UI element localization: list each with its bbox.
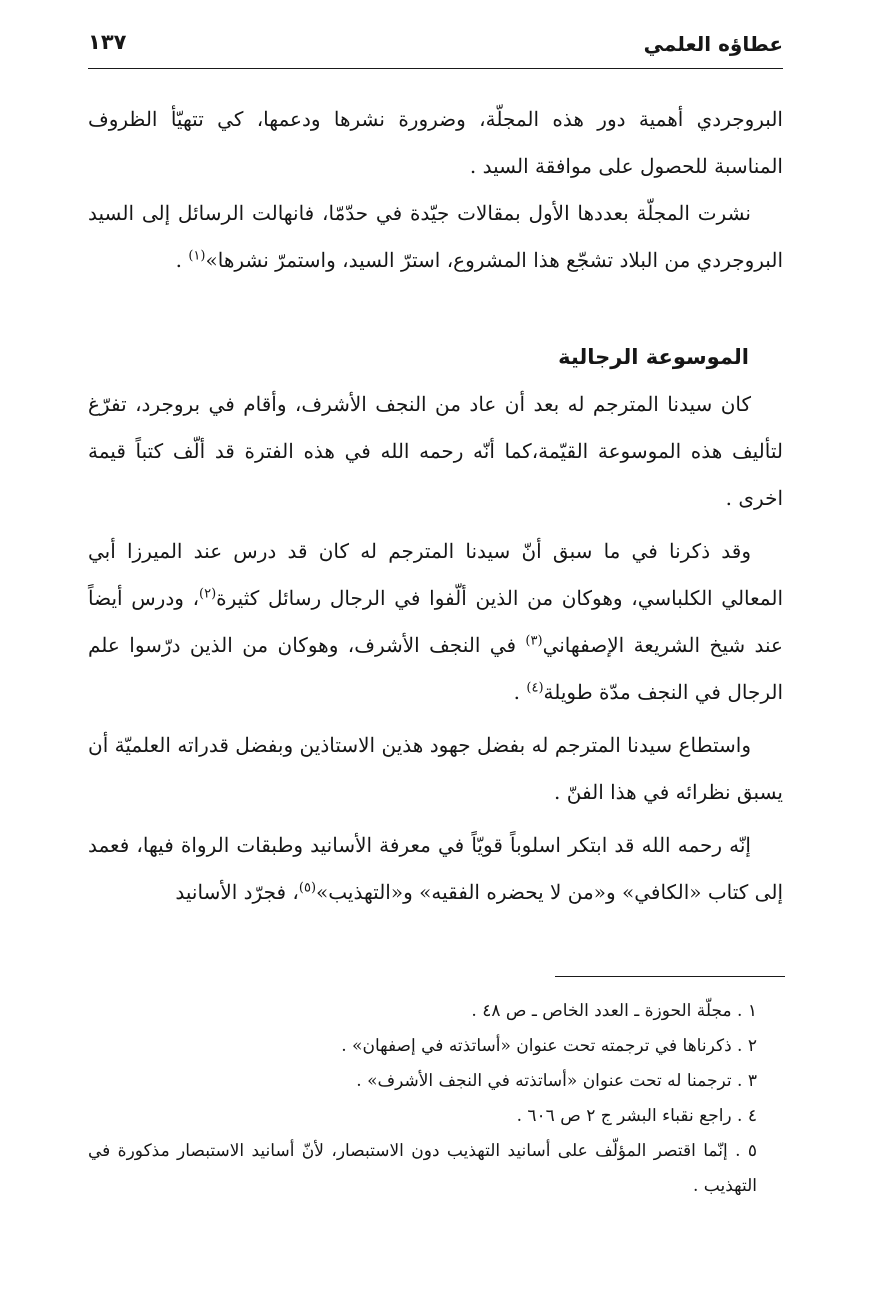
footnote-text: إنّما اقتصر المؤلّف على أسانيد التهذيب دون الاستبصار، لأنّ أسانيد الاستبصار مذكورة في التهذيب . xyxy=(88,1141,757,1196)
footnote-number: ٣ . xyxy=(737,1071,757,1091)
footnote-ref: (٣) xyxy=(525,633,543,649)
paragraph-text: كان سيدنا المترجم له بعد أن عاد من النجف الأشرف، وأقام في بروجرد، تفرّغ لتأليف هذه الموسوعة القيّمة،كما أنّه رحمه الله في هذه الفترة قد ألّف كتباً قيمة اخرى . xyxy=(88,392,783,510)
footnote-number: ١ . xyxy=(737,1001,757,1021)
footnote-number: ٢ . xyxy=(737,1036,757,1056)
paragraph xyxy=(88,190,783,284)
footnote-ref: (٤) xyxy=(526,680,544,696)
section-spacer xyxy=(88,284,783,334)
footnote-number: ٤ . xyxy=(737,1106,757,1126)
footnote-number: ٥ . xyxy=(735,1141,757,1161)
page-number: ١٣٧ xyxy=(88,30,127,54)
footnote-ref: (٥) xyxy=(298,880,317,896)
footnote-text: ذكرناها في ترجمته تحت عنوان «أساتذته في إصفهان» . xyxy=(341,1036,732,1056)
main-text xyxy=(88,96,783,916)
footnote-text: راجع نقباء البشر ج ٢ ص ٦٠٦ . xyxy=(516,1106,732,1126)
paragraph xyxy=(88,381,783,522)
paragraph xyxy=(88,722,783,816)
paragraph-text: ، فجرّد الأسانيد xyxy=(175,880,299,904)
footnote-item xyxy=(88,994,783,1029)
paragraph-text: البروجردي أهمية دور هذه المجلّة، وضرورة نشرها ودعمها، كي تتهيّأ الظروف المناسبة للحصول على موافقة السيد . xyxy=(88,107,783,178)
paragraph-text: إنّه رحمه الله قد ابتكر اسلوباً قويّاً في معرفة الأسانيد وطبقات الرواة فيها، فعمد إلى كتاب «الكافي» و«من لا يحضره الفقيه» و«التهذيب» xyxy=(88,833,783,904)
section-heading: الموسوعة الرجالية xyxy=(558,345,749,369)
paragraph xyxy=(88,528,783,716)
page-header xyxy=(88,30,783,69)
footnote-ref: (١) xyxy=(188,248,206,264)
footnote-item xyxy=(88,1064,783,1099)
paragraph xyxy=(88,822,783,916)
paragraph-text: نشرت المجلّة بعددها الأول بمقالات جيّدة في حدّمّا، فانهالت الرسائل إلى السيد البروجردي من البلاد تشجّع هذا المشروع، استرّ السيد، واستمرّ نشرها» xyxy=(88,201,783,272)
footnotes xyxy=(88,994,783,1204)
footnote-divider xyxy=(555,976,785,977)
footnote-item xyxy=(88,1099,783,1134)
paragraph-text: ، ودرس أيضاً عند شيخ الشريعة الإصفهاني xyxy=(88,586,783,657)
paragraph-text: واستطاع سيدنا المترجم له بفضل جهود هذين الاستاذين وبفضل قدراته العلميّة أن يسبق نظرائه في هذا الفنّ . xyxy=(88,733,783,804)
paragraph-end: . xyxy=(175,248,189,272)
paragraph-text: في النجف الأشرف، وهوكان من الذين درّسوا علم الرجال في النجف مدّة طويلة xyxy=(88,633,783,704)
paragraph-continued xyxy=(88,96,783,190)
footnote-item xyxy=(88,1029,783,1064)
footnote-text: ترجمنا له تحت عنوان «أساتذته في النجف الأشرف» . xyxy=(356,1071,732,1091)
footnote-text: مجلّة الحوزة ـ العدد الخاص ـ ص ٤٨ . xyxy=(471,1001,732,1021)
running-title: عطاؤه العلمي xyxy=(643,32,783,56)
footnote-ref: (٢) xyxy=(199,586,217,602)
paragraph-text: وقد ذكرنا في ما سبق أنّ سيدنا المترجم له كان قد درس عند الميرزا أبي المعالي الكلباسي، وهوكان من الذين ألّفوا في الرجال رسائل كثيرة xyxy=(88,539,783,610)
footnote-item xyxy=(88,1134,783,1204)
paragraph-end: . xyxy=(513,680,527,704)
